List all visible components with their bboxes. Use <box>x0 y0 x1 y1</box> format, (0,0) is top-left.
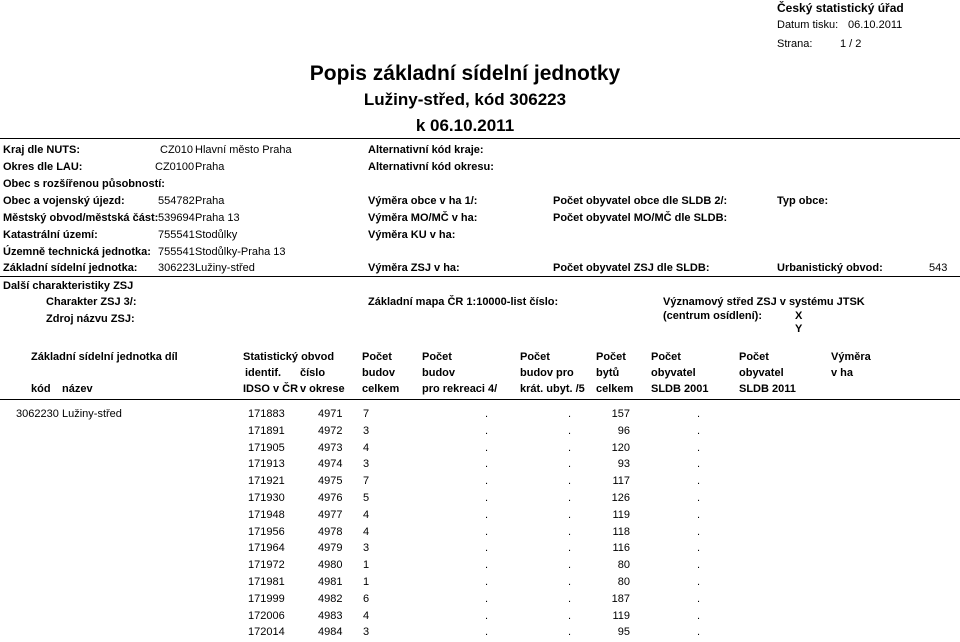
th-bytu: bytů <box>596 367 620 379</box>
ku-code: 755541 <box>158 229 195 241</box>
th-pocet-4: Počet <box>596 351 626 363</box>
table-row <box>0 559 960 575</box>
cell-bytu: 120 <box>611 441 630 454</box>
th-v-ha: v ha <box>831 367 854 379</box>
cell-krat-ubyt: . <box>568 475 572 488</box>
cell-idso: 171921 <box>248 475 285 488</box>
alt-okres-label: Alternativní kód okresu: <box>368 161 494 173</box>
cell-budov: 3 <box>363 542 370 555</box>
cell-krat-ubyt: . <box>568 559 572 572</box>
table-header-divider <box>0 399 960 400</box>
ku-name: Stodůlky <box>195 229 238 241</box>
cell-v-okrese: 4976 <box>318 492 343 504</box>
cell-idso: 172006 <box>248 609 285 622</box>
table-row <box>0 526 960 542</box>
cell-obyvatel-2001: . <box>697 508 701 521</box>
cell-obyvatel-2001: . <box>697 576 701 588</box>
cell-idso: 171956 <box>248 525 285 538</box>
print-date: 06.10.2011 <box>848 19 903 31</box>
as-of-date: k 06.10.2011 <box>415 116 515 135</box>
alt-kraj-label: Alternativní kód kraje: <box>368 144 484 156</box>
cell-bytu: 116 <box>612 542 630 555</box>
stred-label: Významový střed ZSJ v systému JTSK <box>663 296 865 308</box>
pocet-obce-label: Počet obyvatel obce dle SLDB 2/: <box>553 195 728 207</box>
table-row <box>0 542 960 558</box>
cell-budov: 4 <box>363 609 370 622</box>
cell-v-okrese: 4972 <box>318 424 343 437</box>
cell-obyvatel-2001: . <box>697 458 701 471</box>
th-obyvatel-1: obyvatel <box>651 367 696 379</box>
cell-krat-ubyt: . <box>568 492 572 504</box>
cell-krat-ubyt: . <box>568 542 572 555</box>
zdroj-label: Zdroj názvu ZSJ: <box>46 313 135 325</box>
lau-code: CZ0100 <box>155 161 195 173</box>
nuts-name: Hlavní město Praha <box>195 144 292 156</box>
cell-budov: 3 <box>363 626 370 639</box>
lau-name: Praha <box>195 161 225 173</box>
cell-idso: 171964 <box>248 542 285 555</box>
th-kod: kód <box>31 383 51 395</box>
organization-name: Český statistický úřad <box>777 1 904 15</box>
cell-budov: 6 <box>363 592 370 605</box>
cell-pro-rekreaci: . <box>485 492 489 504</box>
cell-v-okrese: 4973 <box>318 441 343 454</box>
th-pro-rekreaci: pro rekreaci 4/ <box>422 383 498 395</box>
cell-v-okrese: 4974 <box>318 458 343 471</box>
info-row-obec <box>0 195 960 212</box>
charakter-label: Charakter ZSJ 3/: <box>46 296 137 308</box>
th-nazev: název <box>62 383 93 395</box>
info-row-lau <box>0 161 960 178</box>
info-row-utj <box>0 246 960 263</box>
table-row <box>0 593 960 609</box>
table-row <box>0 610 960 626</box>
cell-obyvatel-2001: . <box>697 475 701 488</box>
cell-pro-rekreaci: . <box>485 408 489 420</box>
cell-pro-rekreaci: . <box>485 542 489 555</box>
cell-idso: 172014 <box>248 626 285 639</box>
cell-v-okrese: 4975 <box>318 475 343 488</box>
cell-pro-rekreaci: . <box>485 592 489 605</box>
th-budov-2: budov <box>422 367 455 379</box>
page-number: 1 / 2 <box>840 38 862 50</box>
cell-v-okrese: 4982 <box>318 592 343 605</box>
cell-idso: 171972 <box>248 559 285 572</box>
cell-pro-rekreaci: . <box>485 559 489 572</box>
page-label: Strana: <box>777 38 813 50</box>
ku-label: Katastrální území: <box>3 229 98 241</box>
mo-label: Městský obvod/městská část: <box>3 212 159 224</box>
th-budov-1: budov <box>362 367 395 379</box>
cell-idso: 171948 <box>248 508 285 521</box>
utj-name: Stodůlky-Praha 13 <box>195 246 286 258</box>
info-row-orp <box>0 178 960 195</box>
vymera-obce-label: Výměra obce v ha 1/: <box>368 195 478 207</box>
part-name: Lužiny-střed <box>62 408 122 420</box>
cell-bytu: 80 <box>617 576 630 588</box>
cell-krat-ubyt: . <box>568 592 572 605</box>
vymera-ku-label: Výměra KU v ha: <box>368 229 456 241</box>
mo-code: 539694 <box>158 212 195 224</box>
urbanistic-value: 543 <box>929 262 948 274</box>
cell-budov: 5 <box>363 492 370 504</box>
nuts-label: Kraj dle NUTS: <box>3 144 81 156</box>
table-row <box>0 442 960 458</box>
th-pocet-5: Počet <box>651 351 681 363</box>
cell-v-okrese: 4983 <box>318 609 343 622</box>
th-sldb-2001: SLDB 2001 <box>651 383 709 395</box>
cell-krat-ubyt: . <box>568 441 572 454</box>
th-celkem-2: celkem <box>596 383 634 395</box>
cell-idso: 171883 <box>248 408 285 420</box>
cell-obyvatel-2001: . <box>697 525 701 538</box>
table-row <box>0 509 960 525</box>
th-cislo: číslo <box>300 367 326 379</box>
orp-label: Obec s rozšířenou působností: <box>3 178 165 190</box>
cell-krat-ubyt: . <box>568 508 572 521</box>
cell-krat-ubyt: . <box>568 458 572 471</box>
cell-bytu: 93 <box>617 458 630 471</box>
th-sldb-2011: SLDB 2011 <box>739 383 796 395</box>
cell-budov: 7 <box>363 475 370 488</box>
cell-v-okrese: 4977 <box>318 508 343 521</box>
divider-top <box>0 138 960 139</box>
th-pocet-6: Počet <box>739 351 769 363</box>
cell-bytu: 117 <box>612 475 630 488</box>
table-row <box>0 475 960 491</box>
nuts-code: CZ010 <box>160 144 194 156</box>
page-title: Popis základní sídelní jednotky <box>309 62 621 85</box>
print-date-label: Datum tisku: <box>777 19 839 31</box>
cell-bytu: 96 <box>617 424 630 437</box>
mo-name: Praha 13 <box>195 212 240 224</box>
cell-pro-rekreaci: . <box>485 508 489 521</box>
cell-pro-rekreaci: . <box>485 441 489 454</box>
cell-v-okrese: 4980 <box>318 559 343 572</box>
zsj-label: Základní sídelní jednotka: <box>3 262 138 274</box>
cell-budov: 4 <box>363 525 370 538</box>
further-title: Další charakteristiky ZSJ <box>3 280 134 292</box>
th-pocet-3: Počet <box>520 351 550 363</box>
cell-budov: 4 <box>363 441 370 454</box>
cell-pro-rekreaci: . <box>485 609 489 622</box>
cell-budov: 1 <box>363 576 370 588</box>
cell-pro-rekreaci: . <box>485 424 489 437</box>
th-pocet-1: Počet <box>362 351 392 363</box>
cell-bytu: 80 <box>617 559 630 572</box>
cell-bytu: 187 <box>611 592 630 605</box>
cell-budov: 3 <box>363 424 370 437</box>
cell-pro-rekreaci: . <box>485 458 489 471</box>
cell-v-okrese: 4984 <box>318 626 343 639</box>
utj-label: Územně technická jednotka: <box>3 246 151 258</box>
table-row <box>0 408 960 424</box>
cell-krat-ubyt: . <box>568 576 572 588</box>
cell-v-okrese: 4979 <box>318 542 343 555</box>
cell-krat-ubyt: . <box>568 525 572 538</box>
cell-krat-ubyt: . <box>568 626 572 639</box>
cell-obyvatel-2001: . <box>697 559 701 572</box>
cell-budov: 7 <box>363 408 370 420</box>
obec-label: Obec a vojenský újezd: <box>3 195 125 207</box>
cell-idso: 171981 <box>248 576 285 588</box>
pocet-zsj-label: Počet obyvatel ZSJ dle SLDB: <box>553 262 710 274</box>
info-row-mo <box>0 212 960 229</box>
mapa-label: Základní mapa ČR 1:10000-list číslo: <box>368 296 559 308</box>
info-row-nuts <box>0 144 960 161</box>
centrum-label: (centrum osídlení): <box>663 310 763 322</box>
cell-obyvatel-2001: . <box>697 424 701 437</box>
cell-budov: 3 <box>363 458 370 471</box>
cell-idso: 171913 <box>248 458 285 471</box>
typ-obce-label: Typ obce: <box>777 195 829 207</box>
x-label: X <box>795 310 803 322</box>
table-row <box>0 458 960 474</box>
info-row-ku <box>0 229 960 246</box>
utj-code: 755541 <box>158 246 195 258</box>
pocet-mo-label: Počet obyvatel MO/MČ dle SLDB: <box>553 212 728 224</box>
cell-pro-rekreaci: . <box>485 525 489 538</box>
table-row <box>0 492 960 508</box>
th-identif: identif. <box>245 367 282 379</box>
cell-budov: 1 <box>363 559 370 572</box>
cell-bytu: 157 <box>611 408 630 420</box>
cell-krat-ubyt: . <box>568 424 572 437</box>
cell-obyvatel-2001: . <box>697 492 701 504</box>
cell-obyvatel-2001: . <box>697 609 701 622</box>
cell-v-okrese: 4981 <box>318 576 343 588</box>
th-vymera: Výměra <box>831 351 871 363</box>
table-row <box>0 626 960 642</box>
cell-pro-rekreaci: . <box>485 626 489 639</box>
cell-idso: 171891 <box>248 424 285 437</box>
th-stat-obvod: Statistický obvod <box>243 351 335 363</box>
cell-idso: 171930 <box>248 492 285 504</box>
cell-obyvatel-2001: . <box>697 408 701 420</box>
cell-bytu: 119 <box>612 609 630 622</box>
cell-idso: 171905 <box>248 441 285 454</box>
zsj-code: 306223 <box>158 262 195 274</box>
cell-krat-ubyt: . <box>568 408 572 420</box>
th-budov-pro: budov pro <box>520 367 574 379</box>
cell-bytu: 95 <box>617 626 630 639</box>
cell-bytu: 118 <box>612 525 630 538</box>
table-row <box>0 576 960 592</box>
th-v-okrese: v okrese <box>300 383 345 395</box>
th-pocet-2: Počet <box>422 351 452 363</box>
vymera-mo-label: Výměra MO/MČ v ha: <box>368 212 478 224</box>
cell-obyvatel-2001: . <box>697 626 701 639</box>
cell-v-okrese: 4978 <box>318 525 343 538</box>
vymera-zsj-label: Výměra ZSJ v ha: <box>368 262 460 274</box>
cell-idso: 171999 <box>248 592 285 605</box>
th-zsj-dil: Základní sídelní jednotka díl <box>31 351 178 363</box>
y-label: Y <box>795 323 803 335</box>
th-krat-ubyt: krát. ubyt. /5 <box>520 383 585 395</box>
obec-name: Praha <box>195 195 225 207</box>
cell-bytu: 119 <box>612 508 630 521</box>
th-celkem-1: celkem <box>362 383 400 395</box>
obec-code: 554782 <box>158 195 195 207</box>
divider-mid <box>0 276 960 277</box>
cell-krat-ubyt: . <box>568 609 572 622</box>
urbanistic-label: Urbanistický obvod: <box>777 262 883 274</box>
lau-label: Okres dle LAU: <box>3 161 83 173</box>
cell-pro-rekreaci: . <box>485 576 489 588</box>
th-idso: IDSO v ČR <box>243 383 299 395</box>
cell-obyvatel-2001: . <box>697 592 701 605</box>
part-code: 3062230 <box>16 408 59 420</box>
cell-budov: 4 <box>363 508 370 521</box>
th-obyvatel-2: obyvatel <box>739 367 784 379</box>
cell-obyvatel-2001: . <box>697 542 701 555</box>
zsj-name: Lužiny-střed <box>195 262 255 274</box>
cell-pro-rekreaci: . <box>485 475 489 488</box>
cell-obyvatel-2001: . <box>697 441 701 454</box>
page-subtitle: Lužiny-střed, kód 306223 <box>363 90 567 109</box>
table-row <box>0 425 960 441</box>
cell-bytu: 126 <box>611 492 630 504</box>
cell-v-okrese: 4971 <box>318 408 343 420</box>
